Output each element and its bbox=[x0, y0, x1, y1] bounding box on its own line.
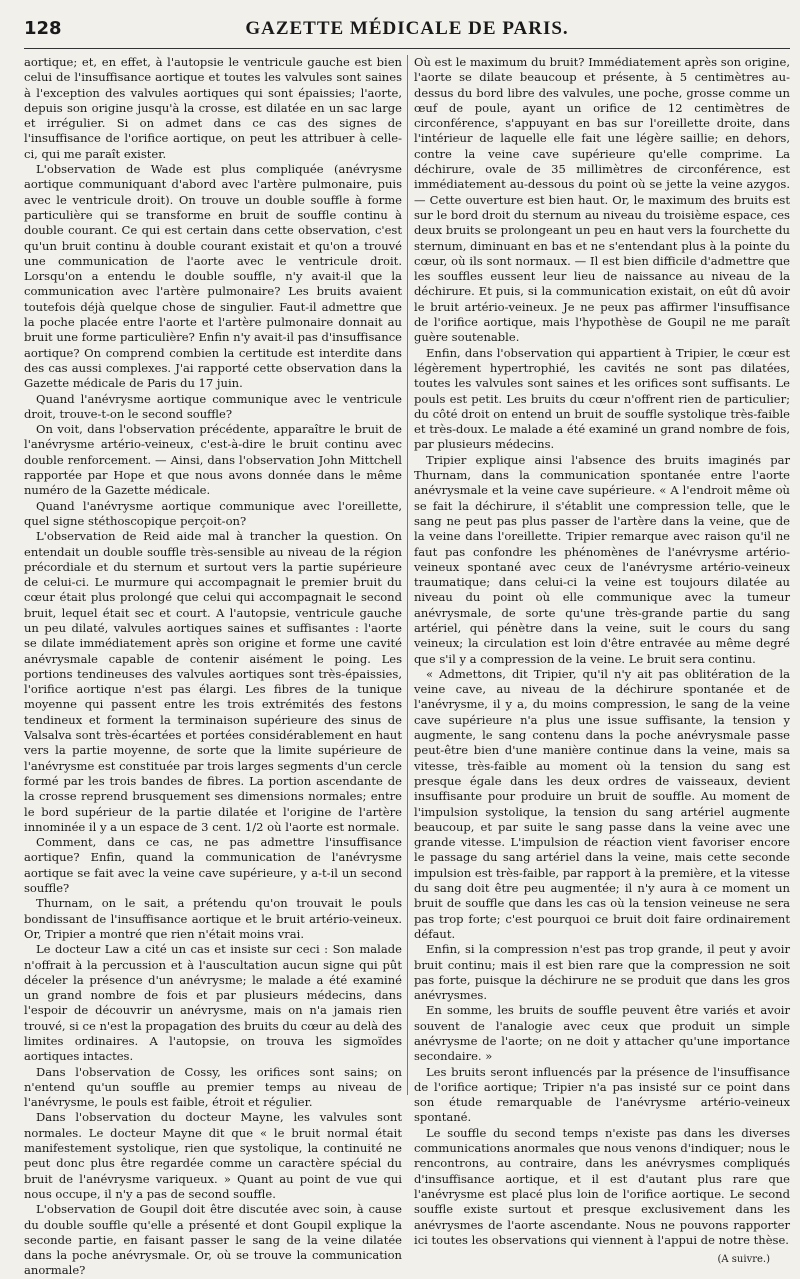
paragraph: L'observation de Goupil doit être discutée avec soin, à cause du double souffle qu'elle a présenté et dont Goupil explique la seconde partie, en faisant passer le sang de la veine dilatée dans la poche anévrysmale. Or, où se trouve la communication anormale? bbox=[24, 1202, 402, 1278]
paragraph: Tripier explique ainsi l'absence des bruits imaginés par Thurnam, dans la communication spontanée entre l'aorte anévrysmale et la veine cave supérieure. « A l'endroit même où se fait la déchirure, il s'établit une compression telle, que le sang ne peut pas plus passer de l'artère dans la veine, que de la veine dans l'oreillette. Tripier remarque avec raison qu'il ne faut pas confondre les phénomènes de l'anévrysme artério-veineux spontané avec ceux de l'anévrysme artério-veineux traumatique; dans celui-ci la veine est toujours dilatée au niveau du point où elle communique avec la tumeur anévrysmale, de sorte qu'une très-grande partie du sang artériel, qui pénètre dans la veine, suit le cours du sang veineux; la circulation est loin d'être entravée au même degré que s'il y a compression de la veine. Le bruit sera continu. bbox=[414, 452, 790, 666]
journal-title: GAZETTE MÉDICALE DE PARIS. bbox=[245, 18, 569, 39]
paragraph: Enfin, si la compression n'est pas trop grande, il peut y avoir bruit continu; mais il est bien rare que la compression ne soit pas forte, puisque la déchirure ne se produit que dans les gros anévrysmes. bbox=[414, 942, 790, 1003]
paragraph: Dans l'observation de Cossy, les orifices sont sains; on n'entend qu'un souffle au premier temps au niveau de l'anévrysme, le pouls est faible, étroit et régulier. bbox=[24, 1064, 402, 1110]
article-columns bbox=[24, 55, 790, 1278]
left-column bbox=[24, 55, 402, 1278]
paragraph: Comment, dans ce cas, ne pas admettre l'insuffisance aortique? Enfin, quand la communication de l'anévrysme aortique se fait avec la veine cave supérieure, y a-t-il un second souffle? bbox=[24, 835, 402, 896]
paragraph: « Admettons, dit Tripier, qu'il n'y ait pas oblitération de la veine cave, au niveau de la déchirure spontanée et de l'anévrysme, il y a, du moins compression, le sang de la veine cave supérieure n'a plus une issue suffisante, la tension y augmente, le sang contenu dans la poche anévrysmale passe peut-être bien d'une manière continue dans la veine, mais sa vitesse, très-faible au moment où la tension du sang est presque égale dans les deux ordres de vaisseaux, devient insuffisante pour produire un bruit de souffle. Au moment de l'impulsion systolique, la tension du sang artériel augmente beaucoup, et par suite le sang passe dans la veine avec une grande vitesse. L'impulsion de réaction vient favoriser encore le passage du sang artériel dans la veine, mais cette seconde impulsion est très-faible, par rapport à la première, et la vitesse du sang doit être peu augmentée; il n'y aura à ce moment un bruit de souffle que dans les cas où la tension veineuse ne sera pas trop forte; c'est pourquoi ce bruit doit faire ordinairement défaut. bbox=[414, 666, 790, 941]
page-header bbox=[24, 18, 790, 49]
to-be-continued: (A suivre.) bbox=[717, 1254, 770, 1266]
paragraph: L'observation de Reid aide mal à trancher la question. On entendait un double souffle très-sensible au niveau de la région précordiale et du sternum et surtout vers la partie supérieure de celui-ci. Le murmure qui accompagnait le premier bruit du cœur était plus prolongé que celui qui accompagnait le second bruit, lequel était sec et court. A l'autopsie, ventricule gauche un peu dilaté, valvules aortiques saines et suffisantes : l'aorte se dilate immédiatement après son origine et forme une cavité anévrysmale capable de contenir aisément le poing. Les portions tendineuses des valvules aortiques sont très-épaissies, l'orifice aortique n'est pas élargi. Les fibres de la tunique moyenne qui passent entre les trois extrémités des festons tendineux et forment la terminaison supérieure des sinus de Valsalva sont très-écartées et portées considérablement en haut vers la partie moyenne, de sorte que la limite supérieure de l'anévrysme est constituée par trois larges segments d'un cercle formé par les trois bandes de fibres. La portion ascendante de la crosse reprend brusquement ses dimensions normales; entre le bord supérieur de la partie dilatée et l'origine de l'artère innominée il y a un espace de 3 cent. 1/2 où l'aorte est normale. bbox=[24, 529, 402, 834]
paragraph: En somme, les bruits de souffle peuvent être variés et avoir souvent de l'analogie avec ceux que produit un simple anévrysme de l'aorte; on ne doit y attacher qu'une importance secondaire. » bbox=[414, 1003, 790, 1064]
paragraph: Quand l'anévrysme aortique communique avec le ventricule droit, trouve-t-on le second souffle? bbox=[24, 391, 402, 421]
paragraph: Où est le maximum du bruit? Immédiatement après son origine, l'aorte se dilate beaucoup et présente, à 5 centimètres au-dessus du bord libre des valvules, une poche, grosse comme un œuf de poule, ayant un orifice de 12 centimètres de circonférence, s'appuyant en bas sur l'oreillette droite, dans l'intérieur de laquelle elle fait une légère saillie; en dehors, contre la veine cave supérieure qu'elle comprime. La déchirure, ovale de 35 millimètres de circonférence, est immédiatement au-dessous du point où se jette la veine azygos. — Cette ouverture est bien haut. Or, le maximum des bruits est sur le bord droit du sternum au niveau du troisième espace, ces deux bruits se prolongeant un peu en haut vers la fourchette du sternum, diminuant en bas et ne s'entendant plus à la pointe du cœur, où ils sont normaux. — Il est bien difficile d'admettre que les souffles eussent leur lieu de naissance au niveau de la déchirure. Et puis, si la communication existait, on eût dû avoir le bruit artério-veineux. Je ne peux pas affirmer l'insuffisance de l'orifice aortique, mais l'hypothèse de Goupil ne me paraît guère soutenable. bbox=[414, 55, 790, 345]
paragraph: aortique; et, en effet, à l'autopsie le ventricule gauche est bien celui de l'insuffisance aortique et toutes les valvules sont saines à l'exception des valvules aortiques qui sont épaissies; l'aorte, depuis son origine jusqu'à la crosse, est dilatée en un sac large et irrégulier. Si on admet dans ce cas des signes de l'insuffisance de l'orifice aortique, on peut les attribuer à celle-ci, qui me paraît exister. bbox=[24, 55, 402, 161]
paragraph: Enfin, dans l'observation qui appartient à Tripier, le cœur est légèrement hypertrophié, les cavités ne sont pas dilatées, toutes les valvules sont saines et les orifices sont suffisants. Le pouls est petit. Les bruits du cœur n'offrent rien de particulier; du côté droit on entend un bruit de souffle systolique très-faible et très-doux. Le malade a été examiné un grand nombre de fois, par plusieurs médecins. bbox=[414, 345, 790, 452]
paragraph: Le docteur Law a cité un cas et insiste sur ceci : Son malade n'offrait à la percussion et à l'auscultation aucun signe qui pût déceler la présence d'un anévrysme; le malade a été examiné un grand nombre de fois et par plusieurs médecins, dans l'espoir de découvrir un anévrysme, mais on n'a jamais rien trouvé, si ce n'est la propagation des bruits du cœur au delà des limites ordinaires. A l'autopsie, on trouva les sigmoïdes aortiques intactes. bbox=[24, 942, 402, 1064]
paragraph: L'observation de Wade est plus compliquée (anévrysme aortique communiquant d'abord avec l'artère pulmonaire, puis avec le ventricule droit). On trouve un double souffle à forme particulière qui se transforme en bruit de souffle continu à double courant. Ce qui est certain dans cette observation, c'est qu'un bruit continu à double courant existait et qu'on a trouvé une communication de l'aorte avec le ventricule droit. Lorsqu'on a entendu le double souffle, n'y avait-il que la communication avec l'artère pulmonaire? Les bruits avaient toutefois déjà quelque chose de singulier. Faut-il admettre que la poche placée entre l'aorte et l'artère pulmonaire donnait au bruit une forme particulière? Enfin n'y avait-il pas d'insuffisance aortique? On comprend combien la certitude est interdite dans des cas aussi complexes. J'ai rapporté cette observation dans la Gazette médicale de Paris du 17 juin. bbox=[24, 162, 402, 391]
paragraph: Thurnam, on le sait, a prétendu qu'on trouvait le pouls bondissant de l'insuffisance aortique et le bruit artério-veineux. Or, Tripier a montré que rien n'était moins vrai. bbox=[24, 896, 402, 941]
paragraph: Quand l'anévrysme aortique communique avec l'oreillette, quel signe stéthoscopique perçoit-on? bbox=[24, 498, 402, 528]
paragraph: Le souffle du second temps n'existe pas dans les diverses communications anormales que nous venons d'indiquer; nous le rencontrons, au contraire, dans les anévrysmes compliqués d'insuffisance aortique, et il est d'autant plus rare que l'anévrysme est placé plus loin de l'orifice aortique. Le second souffle existe surtout et presque exclusivement dans les anévrysmes de l'aorte ascendante. Nous ne pouvons rapporter ici toutes les observations qui viennent à l'appui de notre thèse. bbox=[414, 1125, 790, 1247]
paragraph: Dans l'observation du docteur Mayne, les valvules sont normales. Le docteur Mayne dit que « le bruit normal était manifestement systolique, rien que systolique, la continuité ne peut donc plus être regardée comme un caractère spécial du bruit de l'anévrysme variqueux. » Quant au point de vue qui nous occupe, il n'y a pas de second souffle. bbox=[24, 1110, 402, 1201]
page-number: 128 bbox=[24, 18, 62, 39]
right-column bbox=[407, 55, 790, 1266]
paragraph: Les bruits seront influencés par la présence de l'insuffisance de l'orifice aortique; Tripier n'a pas insisté sur ce point dans son étude remarquable de l'anévrysme artério-veineux spontané. bbox=[414, 1064, 790, 1125]
paragraph: On voit, dans l'observation précédente, apparaître le bruit de l'anévrysme artério-veineux, c'est-à-dire le bruit continu avec double renforcement. — Ainsi, dans l'observation John Mittchell rapportée par Hope et que nous avons donnée dans le même numéro de la Gazette médicale. bbox=[24, 422, 402, 498]
